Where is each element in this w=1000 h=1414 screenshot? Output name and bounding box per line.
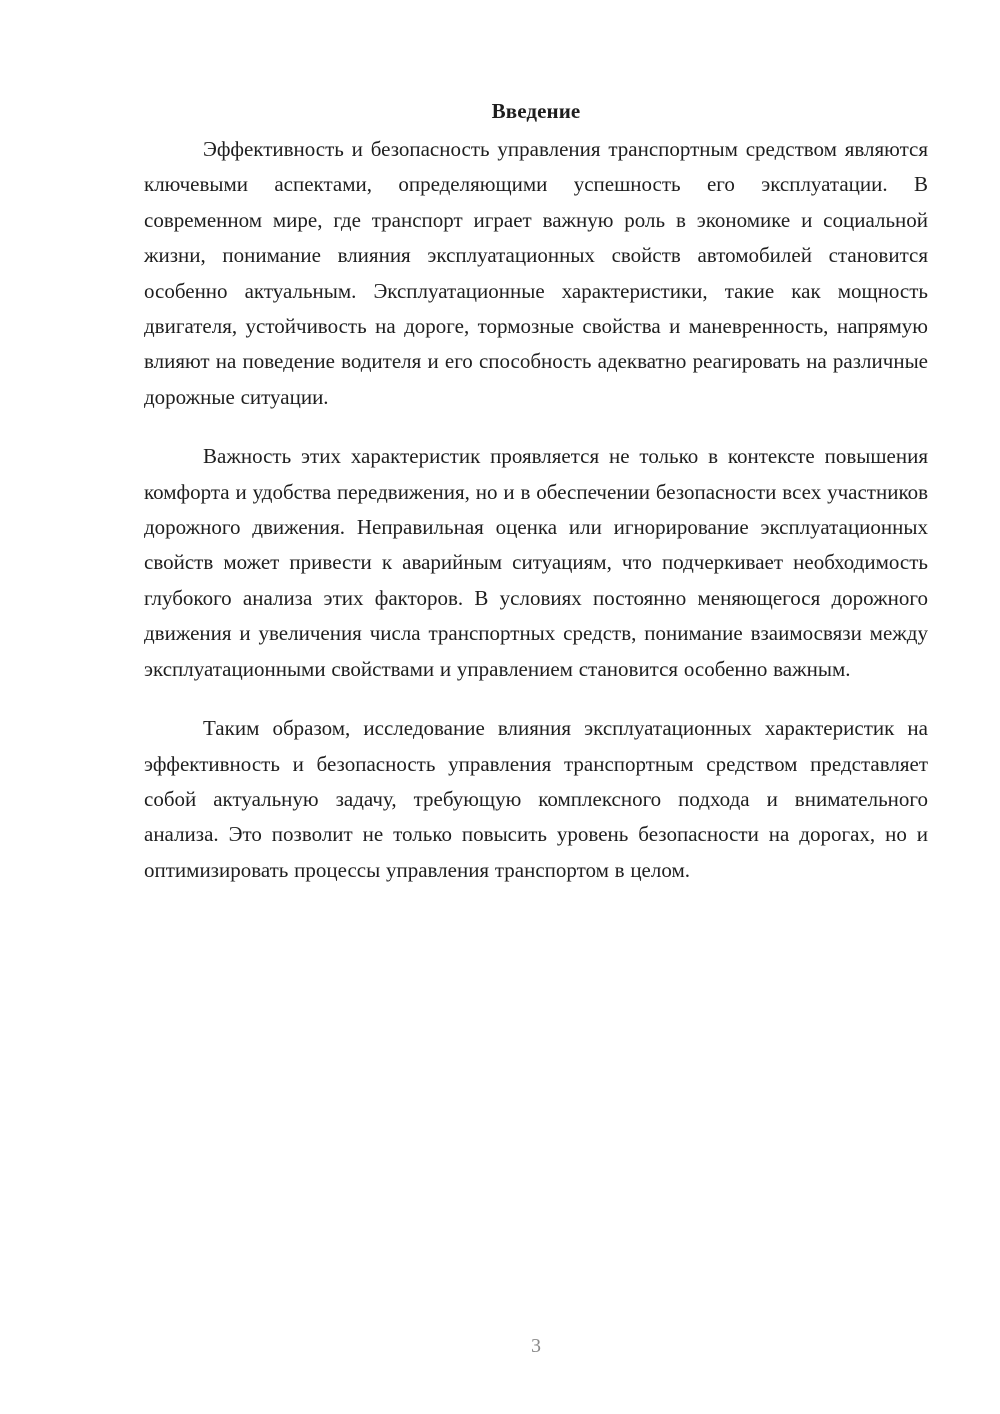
- paragraph-1: Эффективность и безопасность управления транспортным средством являются ключевыми аспектами, определяющими успешность его эксплуатации. В современном мире, где транспорт играет важную роль в экономике и социальной жизни, понимание влияния эксплуатационных свойств автомобилей становится особенно актуальным. Эксплуатационные характеристики, такие как мощность двигателя, устойчивость на дороге, тормозные свойства и маневренность, напрямую влияют на поведение водителя и его способность адекватно реагировать на различные дорожные ситуации.: [144, 137, 928, 409]
- page-content: [144, 96, 928, 888]
- section-heading: Введение: [491, 99, 581, 123]
- paragraph-2: Важность этих характеристик проявляется не только в контексте повышения комфорта и удобства передвижения, но и в обеспечении безопасности всех участников дорожного движения. Неправильная оценка или игнорирование эксплуатационных свойств может привести к аварийным ситуациям, что подчеркивает необходимость глубокого анализа этих факторов. В условиях постоянно меняющегося дорожного движения и увеличения числа транспортных средств, понимание взаимосвязи между эксплуатационными свойствами и управлением становится особенно важным.: [144, 444, 928, 681]
- paragraph-3: Таким образом, исследование влияния эксплуатационных характеристик на эффективность и безопасность управления транспортным средством представляет собой актуальную задачу, требующую комплексного подхода и внимательного анализа. Это позволит не только повысить уровень безопасности на дорогах, но и оптимизировать процессы управления транспортом в целом.: [144, 716, 928, 882]
- page-number: 3: [531, 1335, 541, 1357]
